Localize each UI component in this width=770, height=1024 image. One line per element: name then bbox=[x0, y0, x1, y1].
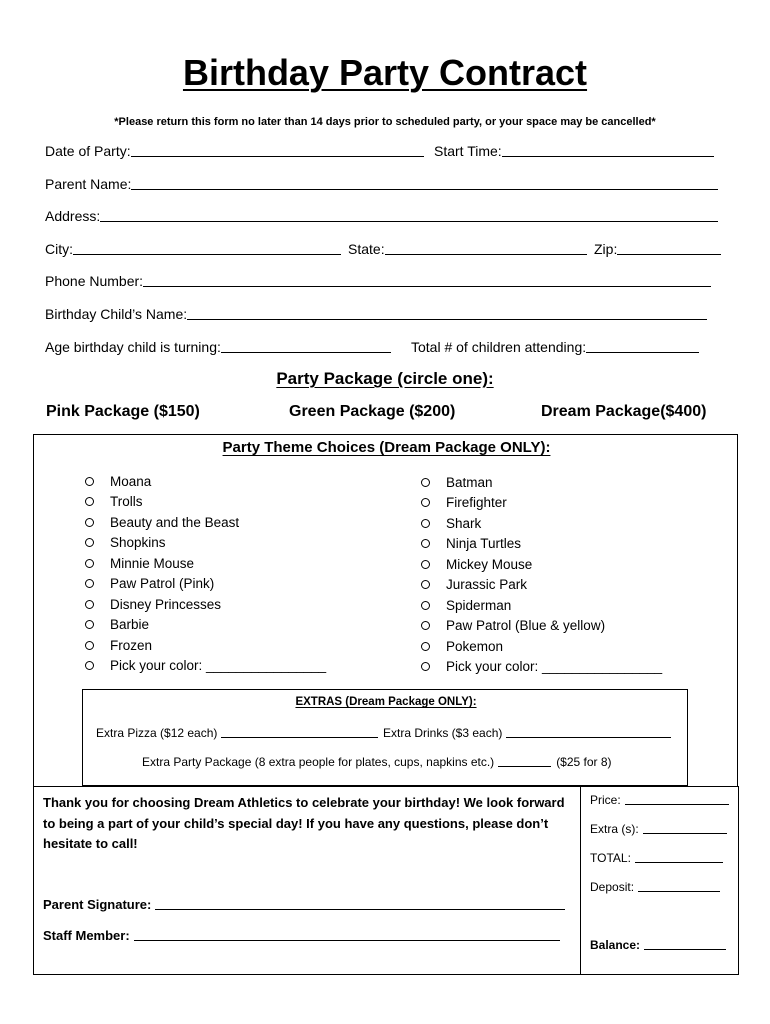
radio-circle-icon[interactable] bbox=[421, 621, 430, 630]
extra-pizza-label: Extra Pizza ($12 each) bbox=[96, 726, 218, 740]
extras-box bbox=[82, 689, 688, 786]
radio-circle-icon[interactable] bbox=[421, 539, 430, 548]
extra-party-package-price: ($25 for 8) bbox=[556, 755, 612, 769]
extra-drinks-label: Extra Drinks ($3 each) bbox=[383, 726, 503, 740]
zip-field[interactable] bbox=[594, 240, 721, 257]
state-field[interactable] bbox=[348, 240, 587, 257]
radio-circle-icon[interactable] bbox=[85, 559, 94, 568]
extra-party-package-line[interactable] bbox=[498, 754, 551, 767]
signature-box bbox=[33, 786, 739, 975]
staff-member-line[interactable] bbox=[134, 926, 560, 941]
theme-option[interactable]: Moana bbox=[85, 474, 151, 489]
city-line[interactable] bbox=[73, 240, 341, 255]
parent-signature-field[interactable] bbox=[43, 895, 565, 912]
parent-name-line[interactable] bbox=[131, 175, 718, 190]
radio-circle-icon[interactable] bbox=[421, 519, 430, 528]
price-field[interactable] bbox=[590, 792, 729, 807]
radio-circle-icon[interactable] bbox=[421, 642, 430, 651]
theme-option[interactable]: Frozen bbox=[85, 638, 152, 653]
theme-option[interactable]: Mickey Mouse bbox=[421, 557, 532, 572]
staff-member-field[interactable] bbox=[43, 926, 560, 943]
city-field[interactable] bbox=[45, 240, 341, 257]
radio-circle-icon[interactable] bbox=[421, 601, 430, 610]
radio-circle-icon[interactable] bbox=[85, 620, 94, 629]
zip-line[interactable] bbox=[617, 240, 721, 255]
child-name-line[interactable] bbox=[187, 305, 707, 320]
package-heading: Party Package (circle one): bbox=[276, 369, 494, 388]
extras-heading: EXTRAS (Dream Package ONLY): bbox=[295, 696, 477, 708]
total-field[interactable] bbox=[590, 850, 723, 865]
theme-option[interactable]: Jurassic Park bbox=[421, 577, 527, 592]
theme-option[interactable]: Trolls bbox=[85, 494, 143, 509]
extra-drinks-line[interactable] bbox=[506, 725, 671, 738]
deposit-field[interactable] bbox=[590, 879, 720, 894]
theme-option[interactable]: Ninja Turtles bbox=[421, 536, 521, 551]
child-name-field[interactable] bbox=[45, 305, 707, 322]
theme-option[interactable]: Pokemon bbox=[421, 639, 503, 654]
date-of-party-label: Date of Party: bbox=[45, 143, 131, 159]
state-label: State: bbox=[348, 241, 385, 257]
zip-label: Zip: bbox=[594, 241, 618, 257]
parent-name-field[interactable] bbox=[45, 175, 718, 192]
theme-option[interactable]: Batman bbox=[421, 475, 493, 490]
theme-option[interactable]: Pick your color: ________________ bbox=[421, 659, 662, 674]
phone-label: Phone Number: bbox=[45, 273, 144, 289]
start-time-label: Start Time: bbox=[434, 143, 502, 159]
theme-option[interactable]: Minnie Mouse bbox=[85, 556, 194, 571]
radio-circle-icon[interactable] bbox=[421, 478, 430, 487]
address-line[interactable] bbox=[100, 207, 718, 222]
start-time-line[interactable] bbox=[502, 142, 714, 157]
date-of-party-field[interactable] bbox=[45, 142, 424, 159]
page-title: Birthday Party Contract bbox=[182, 52, 588, 93]
city-label: City: bbox=[45, 241, 73, 257]
extra-party-package-field[interactable] bbox=[142, 754, 612, 769]
theme-option[interactable]: Beauty and the Beast bbox=[85, 515, 239, 530]
total-children-field[interactable] bbox=[411, 338, 699, 355]
start-time-field[interactable] bbox=[434, 142, 714, 159]
radio-circle-icon[interactable] bbox=[85, 661, 94, 670]
balance-field[interactable] bbox=[590, 937, 726, 952]
price-line[interactable] bbox=[625, 792, 729, 805]
parent-name-label: Parent Name: bbox=[45, 176, 132, 192]
thank-you-message: Thank you for choosing Dream Athletics to celebrate your birthday! We look forward to being a part of your child’s special day! If you have any questions, please don’t hesitate to call! bbox=[43, 795, 565, 851]
staff-member-label: Staff Member: bbox=[43, 928, 130, 943]
green-package-option[interactable]: Green Package ($200) bbox=[289, 403, 456, 420]
radio-circle-icon[interactable] bbox=[85, 641, 94, 650]
dream-package-option[interactable]: Dream Package($400) bbox=[541, 403, 707, 420]
age-line[interactable] bbox=[221, 338, 391, 353]
extra-pizza-field[interactable] bbox=[96, 725, 378, 740]
return-notice: *Please return this form no later than 14 days prior to scheduled party, or your space may be cancelled* bbox=[114, 116, 656, 128]
extra-pizza-line[interactable] bbox=[221, 725, 378, 738]
age-field[interactable] bbox=[45, 338, 391, 355]
extras-total-label: Extra (s): bbox=[590, 822, 639, 836]
extras-total-field[interactable] bbox=[590, 821, 727, 836]
phone-line[interactable] bbox=[143, 272, 711, 287]
theme-option[interactable]: Spiderman bbox=[421, 598, 511, 613]
total-children-line[interactable] bbox=[586, 338, 699, 353]
theme-heading: Party Theme Choices (Dream Package ONLY): bbox=[222, 439, 551, 456]
total-children-label: Total # of children attending: bbox=[411, 339, 587, 355]
radio-circle-icon[interactable] bbox=[85, 518, 94, 527]
state-line[interactable] bbox=[385, 240, 587, 255]
radio-circle-icon[interactable] bbox=[85, 600, 94, 609]
age-label: Age birthday child is turning: bbox=[45, 339, 221, 355]
radio-circle-icon[interactable] bbox=[85, 538, 94, 547]
address-field[interactable] bbox=[45, 207, 718, 224]
address-label: Address: bbox=[45, 208, 101, 224]
price-label: Price: bbox=[590, 793, 621, 807]
balance-label: Balance: bbox=[590, 938, 641, 952]
radio-circle-icon[interactable] bbox=[85, 477, 94, 486]
extra-drinks-field[interactable] bbox=[383, 725, 671, 740]
theme-option[interactable]: Paw Patrol (Blue & yellow) bbox=[421, 618, 605, 633]
theme-option[interactable]: Disney Princesses bbox=[85, 597, 221, 612]
total-line[interactable] bbox=[635, 850, 723, 863]
radio-circle-icon[interactable] bbox=[421, 662, 430, 671]
deposit-label: Deposit: bbox=[590, 880, 635, 894]
theme-option[interactable]: Pick your color: ________________ bbox=[85, 658, 326, 673]
total-label: TOTAL: bbox=[590, 851, 631, 865]
theme-option[interactable]: Shopkins bbox=[85, 535, 166, 550]
extras-total-line[interactable] bbox=[643, 821, 727, 834]
phone-field[interactable] bbox=[45, 272, 711, 289]
deposit-line[interactable] bbox=[638, 879, 720, 892]
theme-option[interactable]: Paw Patrol (Pink) bbox=[85, 576, 214, 591]
extra-party-package-label: Extra Party Package (8 extra people for plates, cups, napkins etc.) bbox=[142, 755, 495, 769]
child-name-label: Birthday Child’s Name: bbox=[45, 306, 188, 322]
radio-circle-icon[interactable] bbox=[421, 580, 430, 589]
column-divider bbox=[580, 787, 581, 974]
pink-package-option[interactable]: Pink Package ($150) bbox=[46, 403, 200, 420]
theme-option[interactable]: Firefighter bbox=[421, 495, 507, 510]
radio-circle-icon[interactable] bbox=[421, 498, 430, 507]
theme-option[interactable]: Shark bbox=[421, 516, 481, 531]
radio-circle-icon[interactable] bbox=[85, 579, 94, 588]
parent-signature-line[interactable] bbox=[155, 895, 565, 910]
theme-option[interactable]: Barbie bbox=[85, 617, 149, 632]
radio-circle-icon[interactable] bbox=[421, 560, 430, 569]
parent-signature-label: Parent Signature: bbox=[43, 897, 152, 912]
date-of-party-line[interactable] bbox=[131, 142, 424, 157]
balance-line[interactable] bbox=[644, 937, 726, 950]
radio-circle-icon[interactable] bbox=[85, 497, 94, 506]
